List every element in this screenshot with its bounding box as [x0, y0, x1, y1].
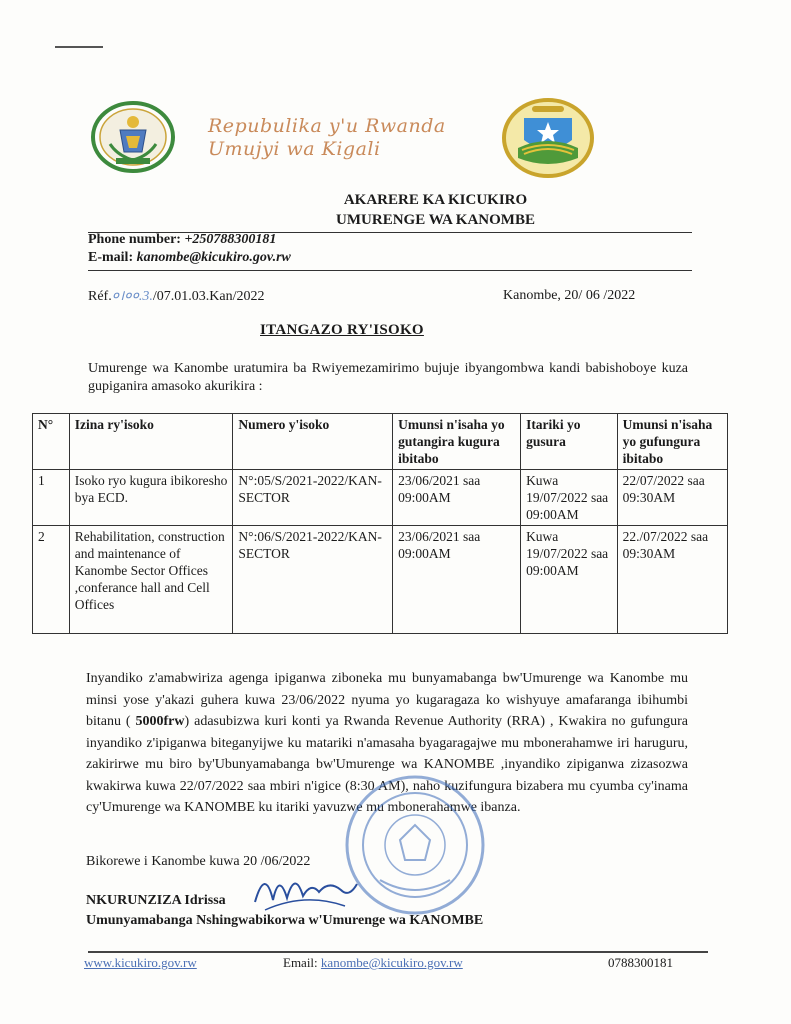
ref-handwritten: ०।००.3.: [111, 289, 153, 304]
cell-visit: Kuwa 19/07/2022 saa 09:00AM: [521, 526, 618, 634]
cell-number: N°:06/S/2021-2022/KAN-SECTOR: [233, 526, 393, 634]
ref-suffix: /07.01.03.Kan/2022: [152, 289, 265, 304]
rwanda-emblem-icon: [90, 100, 176, 174]
letter-date: Kanombe, 20/ 06 /2022: [503, 288, 636, 303]
cell-no: 2: [33, 526, 70, 634]
footer-email: [283, 955, 463, 971]
signature-icon: [245, 862, 365, 917]
republic-line: Repubulika y'u Rwanda: [208, 115, 446, 137]
phone-label: Phone number:: [88, 232, 181, 247]
sector-heading: UMURENGE WA KANOMBE: [336, 212, 535, 228]
email-value: kanombe@kicukiro.gov.rw: [136, 250, 291, 265]
fee-amount: 5000frw: [135, 714, 185, 729]
cell-visit: Kuwa 19/07/2022 saa 09:00AM: [521, 470, 618, 526]
header-tender-number: Numero y'isoko: [233, 414, 393, 470]
ref-prefix: Réf.: [88, 289, 112, 304]
signatory-name: NKURUNZIZA Idrissa: [86, 893, 226, 908]
email-line: [88, 250, 291, 266]
margin-mark: [55, 46, 103, 48]
table-row: [33, 470, 728, 526]
tenders-table: [32, 413, 728, 634]
cell-open: 23/06/2021 saa 09:00AM: [393, 470, 521, 526]
document-title: ITANGAZO RY'ISOKO: [260, 322, 424, 338]
city-line: Umujyi wa Kigali: [208, 138, 381, 160]
header-purchase-start: Umunsi n'isaha yo gutangira kugura ibitabo: [393, 414, 521, 470]
phone-line: [88, 232, 276, 248]
district-heading: AKARERE KA KICUKIRO: [343, 192, 528, 208]
table-header-row: [33, 414, 728, 470]
header-number: N°: [33, 414, 70, 470]
email-label: E-mail:: [88, 250, 134, 265]
body-part-1: Inyandiko z'amabwiriza agenga ipiganwa ziboneka mu bunyamabanga bw'Umurenge wa Kanombe mu minsi yose y'akazi guhera kuwa 23/06/2022 nyuma yo kugaragaza ko wishyuye amafaranga ibihumbi bitanu (: [86, 671, 688, 729]
footer-website-link[interactable]: www.kicukiro.gov.rw: [84, 955, 197, 970]
header-tender-name: Izina ry'isoko: [69, 414, 233, 470]
signatory-role: Umunyamabanga Nshingwabikorwa w'Umurenge wa KANOMBE: [86, 913, 484, 928]
footer-phone: 0788300181: [608, 955, 673, 970]
header-site-visit: Itariki yo gusura: [521, 414, 618, 470]
cell-close: 22/07/2022 saa 09:30AM: [617, 470, 727, 526]
cell-close: 22./07/2022 saa 09:30AM: [617, 526, 727, 634]
footer-divider: [88, 951, 708, 953]
body-part-2: ) adasubizwa kuri konti ya Rwanda Revenue Authority (RRA) , Kwakira no gufungura inyandiko z'ipiganwa biteganyijwe ku matariki n'amasaha byagaragajwe mu mbonerahamwe iri haruguru, zakirirwe mu biro by'Ubunyamabanga bw'Umurenge wa KANOMBE ,inyandiko zipiganwa zizasozwa kwakirwa kuwa 22/07/2022 saa mbiri n'igice (8:30 AM), naho kuzifungura bizabera mu cyumba cy'inama cy'Umurenge wa KANOMBE ku itariki yavuzwe mu mbonerahamwe ibanza.: [86, 714, 689, 815]
intro-paragraph: Umurenge wa Kanombe uratumira ba Rwiyemezamirimo bujuje ibyangombwa kandi babishoboye kuza gupiganira amasoko akurikira :: [88, 361, 688, 394]
footer-email-label: Email:: [283, 955, 318, 970]
cell-name: Rehabilitation, construction and maintenance of Kanombe Sector Offices ,conferance hall and Cell Offices: [69, 526, 233, 634]
reference-number: [88, 286, 264, 305]
phone-value: +250788300181: [184, 232, 277, 247]
contact-divider: [88, 270, 692, 271]
cell-no: 1: [33, 470, 70, 526]
footer-email-link[interactable]: kanombe@kicukiro.gov.rw: [320, 955, 463, 970]
table-row: [33, 526, 728, 634]
cell-open: 23/06/2021 saa 09:00AM: [393, 526, 521, 634]
header-opening-date: Umunsi n'isaha yo gufungura ibitabo: [617, 414, 727, 470]
letterhead-republic: [208, 115, 478, 161]
cell-number: N°:05/S/2021-2022/KAN-SECTOR: [233, 470, 393, 526]
kigali-city-seal-icon: [500, 96, 596, 180]
signed-place-date: Bikorewe i Kanombe kuwa 20 /06/2022: [86, 854, 311, 869]
cell-name: Isoko ryo kugura ibikoresho bya ECD.: [69, 470, 233, 526]
